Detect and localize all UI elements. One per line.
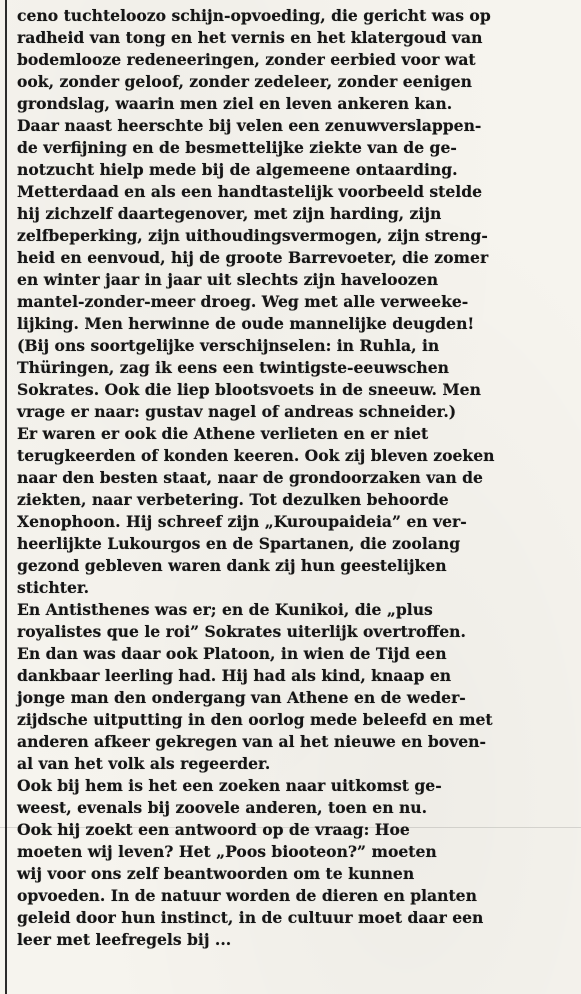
article-line: Er waren er ook die Athene verlieten en er niet: [17, 424, 429, 443]
article-line: geleid door hun instinct, in de cultuur moet daar een: [17, 908, 484, 927]
article-line: de verfijning en de besmettelijke ziekte van de ge-: [17, 138, 457, 157]
column-rule: [5, 0, 7, 994]
article-line: grondslag, waarin men ziel en leven ankeren kan.: [17, 94, 453, 113]
article-line: ook, zonder geloof, zonder zedeleer, zonder eenigen: [17, 72, 472, 91]
article-line: Ook hij zoekt een antwoord op de vraag: Hoe: [17, 820, 410, 839]
article-line: moeten wij leven? Het „Poos biooteon?” moeten: [17, 842, 437, 861]
article-line: stichter.: [17, 578, 90, 597]
article-line: lijking. Men herwinne de oude mannelijke deugden!: [17, 314, 475, 333]
article-line: Metterdaad en als een handtastelijk voorbeeld stelde: [17, 182, 483, 201]
article-line: heid en eenvoud, hij de groote Barrevoeter, die zomer: [17, 248, 489, 267]
article-line: al van het volk als regeerder.: [17, 754, 271, 773]
article-line: Xenophoon. Hij schreef zijn „Kuroupaideia” en ver-: [17, 512, 467, 531]
article-line: en winter jaar in jaar uit slechts zijn haveloozen: [17, 270, 439, 289]
article-line: opvoeden. In de natuur worden de dieren en planten: [17, 886, 477, 905]
article-line: bodemlooze redeneeringen, zonder eerbied voor wat: [17, 50, 476, 69]
article-line: wij voor ons zelf beantwoorden om te kunnen: [17, 864, 415, 883]
article-line: vrage er naar: gustav nagel of andreas schneider.): [17, 402, 457, 421]
article-line: dankbaar leerling had. Hij had als kind, knaap en: [17, 666, 452, 685]
article-line: Sokrates. Ook die liep blootsvoets in de sneeuw. Men: [17, 380, 481, 399]
article-line: heerlijkte Lukourgos en de Spartanen, die zoolang: [17, 534, 461, 553]
article-line: ziekten, naar verbetering. Tot dezulken behoorde: [17, 490, 449, 509]
article-line: jonge man den ondergang van Athene en de weder-: [17, 688, 466, 707]
article-line: Ook bij hem is het een zoeken naar uitkomst ge-: [17, 776, 442, 795]
article-line: En dan was daar ook Platoon, in wien de Tijd een: [17, 644, 447, 663]
scan-artifact-line: [0, 827, 581, 828]
article-line: radheid van tong en het vernis en het klatergoud van: [17, 28, 483, 47]
article-line: mantel-zonder-meer droeg. Weg met alle verweeke-: [17, 292, 469, 311]
article-line: leer met leefregels bij ...: [17, 930, 232, 949]
article-line: Daar naast heerschte bij velen een zenuwverslappen-: [17, 116, 482, 135]
article-line: zijdsche uitputting in den oorlog mede beleefd en met: [17, 710, 493, 729]
article-line: anderen afkeer gekregen van al het nieuwe en boven-: [17, 732, 486, 751]
article-line: ceno tuchteloozo schijn-opvoeding, die gericht was op: [17, 6, 491, 25]
article-line: royalistes que le roi” Sokrates uiterlijk overtroffen.: [17, 622, 466, 641]
article-line: hij zichzelf daartegenover, met zijn harding, zijn: [17, 204, 442, 223]
article-line: (Bij ons soortgelijke verschijnselen: in Ruhla, in: [17, 336, 440, 355]
article-line: notzucht hielp mede bij de algemeene ontaarding.: [17, 160, 458, 179]
article-line: terugkeerden of konden keeren. Ook zij bleven zoeken: [17, 446, 495, 465]
article-line: zelfbeperking, zijn uithoudingsvermogen, zijn streng-: [17, 226, 488, 245]
article-line: En Antisthenes was er; en de Kunikoi, die „plus: [17, 600, 433, 619]
article-line: weest, evenals bij zoovele anderen, toen en nu.: [17, 798, 428, 817]
article-line: naar den besten staat, naar de grondoorzaken van de: [17, 468, 483, 487]
article-line: gezond gebleven waren dank zij hun geestelijken: [17, 556, 447, 575]
article-line: Thüringen, zag ik eens een twintigste-eeuwschen: [17, 358, 449, 377]
